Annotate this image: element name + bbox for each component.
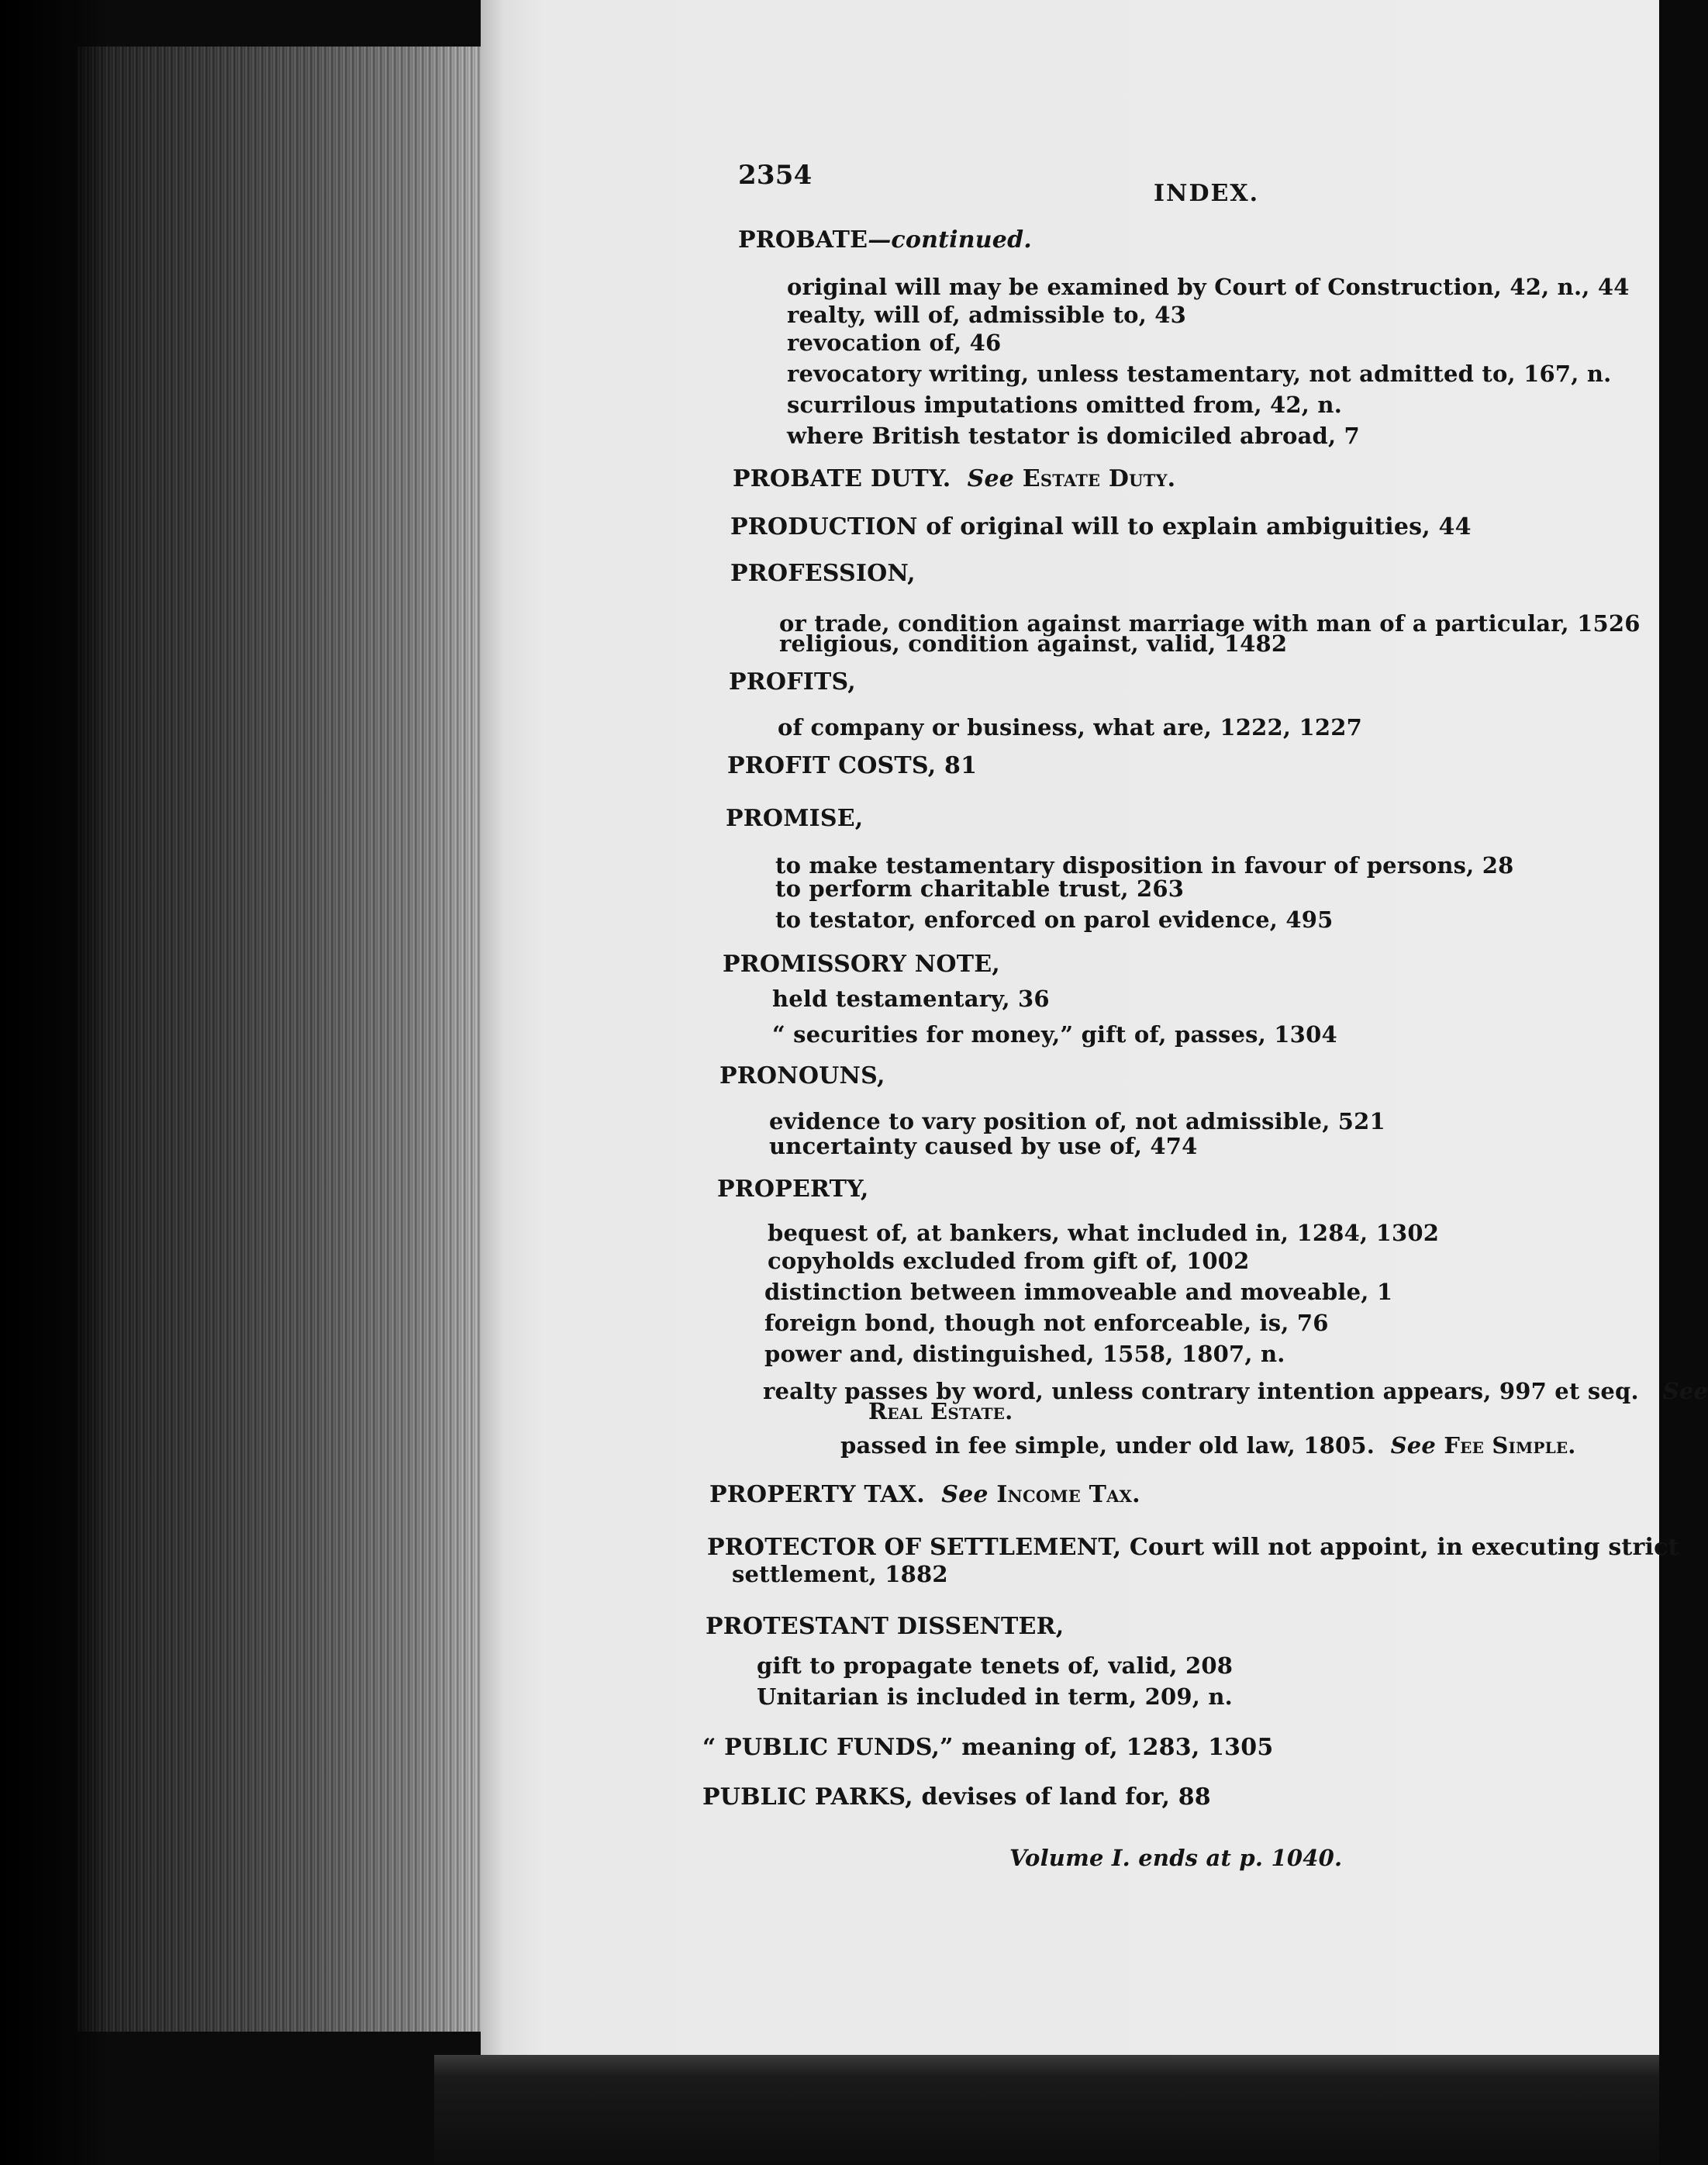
subentry: revocatory writing, unless testamentary, not admitted to, 167, n. — [787, 361, 1612, 387]
see-label: See — [967, 465, 1015, 492]
cross-reference: Estate Duty. — [1022, 465, 1176, 492]
index-entry-promissory-note: PROMISSORY NOTE, — [723, 951, 1000, 978]
entry-heading: PROPERTY TAX. — [709, 1481, 925, 1508]
cross-reference: Income Tax. — [996, 1481, 1140, 1508]
subentry-nested — [840, 1431, 1576, 1459]
subentry: to perform charitable trust, 263 — [775, 875, 1185, 902]
subentry-text: passed in fee simple, under old law, 1805. — [840, 1432, 1375, 1459]
index-entry-property-tax — [709, 1481, 1140, 1509]
subentry: where British testator is domiciled abroad, 7 — [787, 423, 1360, 449]
subentry: distinction between immoveable and moveable, 1 — [764, 1279, 1393, 1305]
subentry: religious, condition against, valid, 1482 — [779, 630, 1288, 657]
subentry: uncertainty caused by use of, 474 — [769, 1133, 1198, 1159]
index-entry-public-funds — [702, 1734, 1273, 1762]
entry-heading: PUBLIC PARKS, — [702, 1783, 913, 1811]
subentry: to testator, enforced on parol evidence, 495 — [775, 906, 1334, 933]
subentry: bequest of, at bankers, what included in, 1284, 1302 — [768, 1220, 1440, 1246]
index-entry-probate-duty — [733, 465, 1175, 493]
index-entry-property: PROPERTY, — [717, 1176, 869, 1203]
entry-text: of original will to explain ambiguities, 44 — [917, 513, 1472, 540]
footer-note: Volume I. ends at p. 1040. — [1009, 1845, 1343, 1871]
subentry: Unitarian is included in term, 209, n. — [757, 1683, 1233, 1710]
see-label: See — [1662, 1378, 1708, 1404]
entry-heading: “ PUBLIC FUNDS,” — [702, 1734, 954, 1761]
continued-label: —continued. — [868, 226, 1032, 254]
entry-text: Court will not appoint, in executing strict — [1121, 1534, 1679, 1561]
cross-reference: Fee Simple. — [1444, 1432, 1576, 1459]
subentry: of company or business, what are, 1222, 1227 — [778, 714, 1362, 741]
subentry-text: realty passes by word, unless contrary intention appears, 997 et seq. — [763, 1378, 1639, 1404]
subentry: held testamentary, 36 — [772, 986, 1050, 1012]
index-entry-production — [730, 513, 1472, 541]
index-entry-profit-costs: PROFIT COSTS, 81 — [727, 752, 978, 779]
cross-reference: Real Estate. — [868, 1398, 1013, 1424]
index-entry-promise: PROMISE, — [726, 805, 864, 832]
index-entry-profits: PROFITS, — [729, 668, 856, 696]
subentry: scurrilous imputations omitted from, 42, n. — [787, 392, 1342, 418]
see-label: See — [941, 1481, 989, 1508]
subentry: power and, distinguished, 1558, 1807, n. — [764, 1341, 1285, 1367]
running-head: INDEX. — [1154, 180, 1260, 207]
index-entry-profession: PROFESSION, — [730, 560, 916, 587]
entry-continuation: settlement, 1882 — [732, 1561, 948, 1587]
subentry: revocation of, 46 — [787, 330, 1002, 356]
subentry: realty, will of, admissible to, 43 — [787, 302, 1187, 328]
subentry: foreign bond, though not enforceable, is, 76 — [764, 1310, 1329, 1336]
entry-heading: PROTECTOR OF SETTLEMENT, — [707, 1534, 1122, 1561]
index-entry-public-parks — [702, 1783, 1211, 1811]
see-label: See — [1390, 1432, 1437, 1459]
subentry: original will may be examined by Court of Construction, 42, n., 44 — [787, 274, 1630, 300]
subentry: evidence to vary position of, not admissible, 521 — [769, 1108, 1385, 1134]
subentry: gift to propagate tenets of, valid, 208 — [757, 1652, 1234, 1679]
index-entry-protestant-dissenter: PROTESTANT DISSENTER, — [706, 1613, 1064, 1640]
subentry: to make testamentary disposition in favour of persons, 28 — [775, 852, 1514, 879]
index-entry-probate — [738, 226, 1032, 254]
page-number: 2354 — [738, 160, 813, 191]
entry-heading: PRODUCTION — [730, 513, 918, 540]
subentry: copyholds excluded from gift of, 1002 — [768, 1248, 1250, 1274]
entry-text: meaning of, 1283, 1305 — [953, 1734, 1274, 1761]
entry-heading: PROBATE DUTY. — [733, 465, 951, 492]
entry-text: devises of land for, 88 — [913, 1783, 1211, 1811]
subentry: “ securities for money,” gift of, passes, 1304 — [772, 1021, 1337, 1048]
index-entry-protector-of-settlement — [707, 1534, 1679, 1562]
entry-heading: PROBATE — [738, 226, 868, 254]
subentry: or trade, condition against marriage with man of a particular, 1526 — [779, 610, 1641, 637]
index-entry-pronouns: PRONOUNS, — [719, 1062, 885, 1089]
